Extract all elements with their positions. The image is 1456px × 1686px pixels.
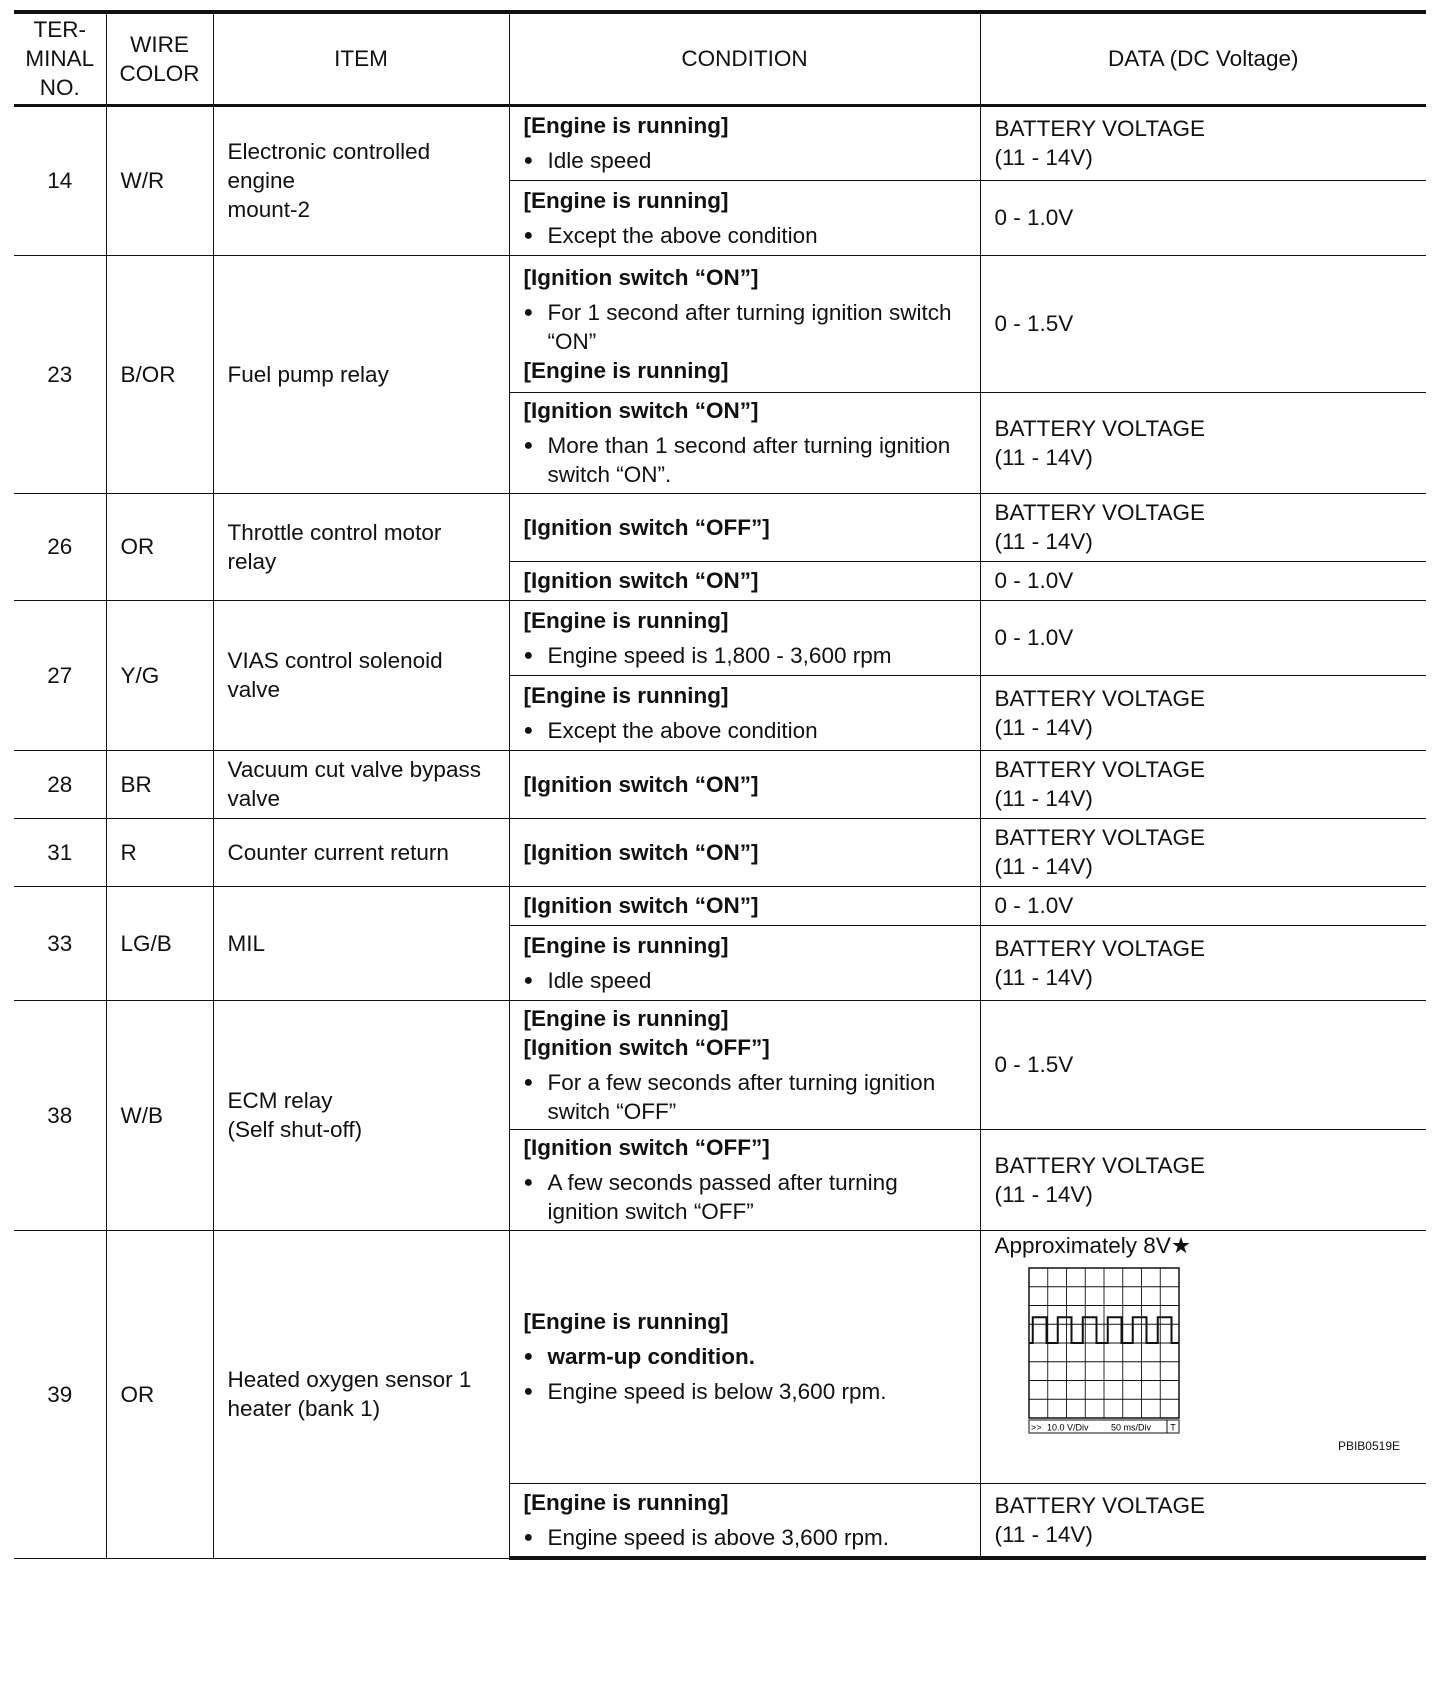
condition-heading: [Ignition switch “OFF”] (523, 514, 770, 540)
table-row (14, 600, 1426, 675)
table-row (14, 818, 1426, 886)
condition-bullet (524, 966, 966, 995)
header-item: ITEM (213, 12, 509, 105)
terminal-number: 14 (14, 105, 106, 255)
item-line: heater (bank 1) (227, 1396, 381, 1421)
condition-cell (509, 255, 980, 392)
header-wire-color: WIRE COLOR (106, 12, 213, 105)
voltage-data (980, 675, 1426, 750)
condition-bullet (524, 1068, 966, 1126)
bullet-dot: ● (523, 152, 534, 169)
item-line: valve (227, 786, 281, 811)
data-line: (11 - 14V) (994, 714, 1093, 740)
item-line: Electronic controlled engine (227, 139, 431, 193)
oscilloscope-waveform (1027, 1266, 1187, 1436)
condition-cell (509, 493, 980, 561)
condition-heading: [Engine is running] (523, 932, 729, 958)
condition-heading: [Ignition switch “ON”] (523, 839, 759, 865)
condition-heading: [Engine is running] (523, 357, 729, 383)
condition-heading: [Ignition switch “ON”] (523, 568, 759, 593)
data-line: 0 - 1.5V (994, 311, 1074, 336)
terminal-number: 33 (14, 886, 106, 1000)
voltage-data (980, 1129, 1426, 1230)
condition-heading: [Ignition switch “ON”] (523, 893, 759, 918)
condition-heading: [Engine is running] (523, 682, 729, 708)
condition-cell (509, 1000, 980, 1129)
data-line: 0 - 1.5V (994, 1052, 1074, 1077)
item-name (213, 1230, 509, 1558)
condition-heading: [Engine is running] (523, 607, 729, 633)
bullet-dot: ● (523, 1348, 534, 1365)
item-line: (Self shut-off) (227, 1117, 363, 1142)
condition-bullet (524, 221, 966, 250)
bullet-dot: ● (523, 1174, 534, 1191)
data-line: 0 - 1.0V (994, 893, 1074, 918)
condition-heading: [Ignition switch “ON”] (523, 771, 759, 797)
wire-color: W/B (106, 1000, 213, 1230)
condition-cell (509, 675, 980, 750)
bullet-text: Except the above condition (547, 717, 818, 743)
item-name (213, 255, 509, 493)
data-line: BATTERY VOLTAGE (994, 935, 1205, 961)
figure-code: PBIB0519E (1337, 1438, 1400, 1453)
condition-bullet (524, 1342, 966, 1371)
bullet-text: More than 1 second after turning ignition switch “ON”. (547, 433, 951, 487)
data-line: (11 - 14V) (994, 964, 1093, 990)
waveform-figure (995, 1266, 1413, 1453)
voltage-data (980, 561, 1426, 600)
condition-heading: [Engine is running] (523, 113, 729, 138)
bullet-text: For 1 second after turning ignition switch “ON” (547, 299, 952, 354)
voltage-data (980, 925, 1426, 1000)
condition-bullet (524, 146, 966, 175)
condition-bullet (524, 641, 966, 670)
data-line: (11 - 14V) (994, 529, 1093, 554)
condition-cell (509, 886, 980, 925)
wire-color: Y/G (106, 600, 213, 750)
condition-heading: [Engine is running] (523, 187, 729, 213)
wire-color: B/OR (106, 255, 213, 493)
wire-color: OR (106, 493, 213, 600)
wire-color: OR (106, 1230, 213, 1558)
terminal-number: 39 (14, 1230, 106, 1558)
bullet-text: warm-up condition. (547, 1344, 755, 1369)
table-row (14, 1000, 1426, 1129)
bullet-text: For a few seconds after turning ignition switch “OFF” (547, 1069, 936, 1124)
condition-cell (509, 180, 980, 255)
table-row (14, 105, 1426, 180)
wire-color: BR (106, 750, 213, 818)
condition-bullet (524, 431, 966, 489)
voltage-data (980, 750, 1426, 818)
terminal-spec-table (14, 10, 1426, 1560)
item-line: Heated oxygen sensor 1 (227, 1367, 472, 1392)
terminal-number: 23 (14, 255, 106, 493)
bullet-text: Except the above condition (547, 222, 818, 248)
voltage-data (980, 105, 1426, 180)
bullet-dot: ● (523, 1528, 534, 1546)
bullet-text: A few seconds passed after turning ignition switch “OFF” (547, 1170, 898, 1224)
condition-cell (509, 818, 980, 886)
data-line: (11 - 14V) (994, 444, 1093, 470)
bullet-text: Idle speed (547, 148, 652, 173)
condition-heading: [Ignition switch “OFF”] (523, 1135, 770, 1160)
header-condition: CONDITION (509, 12, 980, 105)
data-line: BATTERY VOLTAGE (994, 757, 1205, 782)
data-line: BATTERY VOLTAGE (994, 1492, 1205, 1518)
condition-heading: [Ignition switch “ON”] (523, 264, 759, 290)
data-line: BATTERY VOLTAGE (994, 1152, 1205, 1178)
item-line: Fuel pump relay (227, 361, 389, 387)
data-line: BATTERY VOLTAGE (994, 500, 1205, 525)
waveform-box (1027, 1266, 1413, 1443)
bullet-text: Engine speed is above 3,600 rpm. (547, 1524, 889, 1550)
table-row (14, 493, 1426, 561)
data-line: BATTERY VOLTAGE (994, 825, 1205, 850)
terminal-number: 26 (14, 493, 106, 600)
table-row (14, 255, 1426, 392)
data-line: Approximately 8V★ (994, 1232, 1192, 1258)
data-line: BATTERY VOLTAGE (994, 685, 1205, 711)
bullet-text: Idle speed (547, 967, 652, 993)
condition-cell (509, 600, 980, 675)
bullet-dot: ● (523, 971, 534, 989)
scope-time-scale: 50 ms/Div (1110, 1422, 1151, 1432)
bullet-dot: ● (523, 646, 534, 664)
voltage-data (980, 600, 1426, 675)
data-line: (11 - 14V) (994, 854, 1093, 879)
wire-color: W/R (106, 105, 213, 255)
wire-color: R (106, 818, 213, 886)
data-line: (11 - 14V) (994, 1521, 1093, 1547)
terminal-number: 31 (14, 818, 106, 886)
bullet-dot: ● (523, 1383, 534, 1400)
condition-cell (509, 1483, 980, 1558)
bullet-dot: ● (523, 1073, 534, 1091)
terminal-number: 38 (14, 1000, 106, 1230)
item-name (213, 818, 509, 886)
condition-cell (509, 561, 980, 600)
condition-heading: [Ignition switch “ON”] (523, 398, 759, 423)
data-line: 0 - 1.0V (994, 568, 1074, 593)
voltage-data (980, 886, 1426, 925)
item-name (213, 105, 509, 255)
scope-arrow-mark: >> (1030, 1422, 1042, 1432)
header-terminal-no: TER- MINAL NO. (14, 12, 106, 105)
condition-heading: [Engine is running] (523, 1489, 729, 1515)
data-line: (11 - 14V) (994, 786, 1093, 811)
item-line: Vacuum cut valve bypass (227, 757, 481, 782)
condition-cell (509, 750, 980, 818)
condition-bullet (524, 1377, 966, 1406)
condition-heading: [Ignition switch “OFF”] (523, 1034, 770, 1060)
item-line: Counter current return (227, 839, 449, 865)
voltage-data (980, 1000, 1426, 1129)
item-line: ECM relay (227, 1088, 333, 1113)
item-name (213, 600, 509, 750)
bullet-dot: ● (523, 226, 534, 244)
condition-bullet (524, 716, 966, 745)
item-name (213, 886, 509, 1000)
header-data: DATA (DC Voltage) (980, 12, 1426, 105)
item-line: VIAS control solenoid valve (227, 648, 443, 702)
voltage-data (980, 1230, 1426, 1483)
condition-cell (509, 1230, 980, 1483)
condition-cell (509, 925, 980, 1000)
condition-bullet (524, 1523, 966, 1552)
header-row (14, 12, 1426, 105)
bullet-dot: ● (523, 721, 534, 739)
voltage-data (980, 255, 1426, 392)
scope-trigger-mark: T (1169, 1422, 1176, 1432)
data-line: 0 - 1.0V (994, 205, 1074, 230)
item-line: MIL (227, 930, 266, 956)
item-name (213, 493, 509, 600)
data-line: (11 - 14V) (994, 1181, 1093, 1207)
scope-voltage-scale: 10.0 V/Div (1046, 1422, 1089, 1432)
bullet-text: Engine speed is below 3,600 rpm. (547, 1379, 887, 1404)
terminal-number: 28 (14, 750, 106, 818)
item-line: mount-2 (227, 197, 311, 222)
bullet-dot: ● (523, 303, 534, 321)
voltage-data (980, 180, 1426, 255)
item-name (213, 1000, 509, 1230)
voltage-data (980, 493, 1426, 561)
data-line: BATTERY VOLTAGE (994, 116, 1205, 141)
table-row (14, 886, 1426, 925)
terminal-number: 27 (14, 600, 106, 750)
voltage-data (980, 392, 1426, 493)
condition-heading: [Engine is running] (523, 1005, 729, 1031)
bullet-dot: ● (523, 437, 534, 454)
item-line: Throttle control motor relay (227, 519, 442, 574)
voltage-data (980, 1483, 1426, 1558)
condition-cell (509, 392, 980, 493)
item-name (213, 750, 509, 818)
data-line: BATTERY VOLTAGE (994, 415, 1205, 441)
condition-bullet (524, 1168, 966, 1226)
condition-bullet (524, 298, 966, 356)
data-line: (11 - 14V) (994, 145, 1093, 170)
condition-cell (509, 1129, 980, 1230)
bullet-text: Engine speed is 1,800 - 3,600 rpm (547, 642, 892, 668)
condition-heading: [Engine is running] (523, 1309, 729, 1334)
table-row (14, 750, 1426, 818)
condition-cell (509, 105, 980, 180)
table-row (14, 1230, 1426, 1483)
data-line: 0 - 1.0V (994, 625, 1074, 650)
wire-color: LG/B (106, 886, 213, 1000)
voltage-data (980, 818, 1426, 886)
